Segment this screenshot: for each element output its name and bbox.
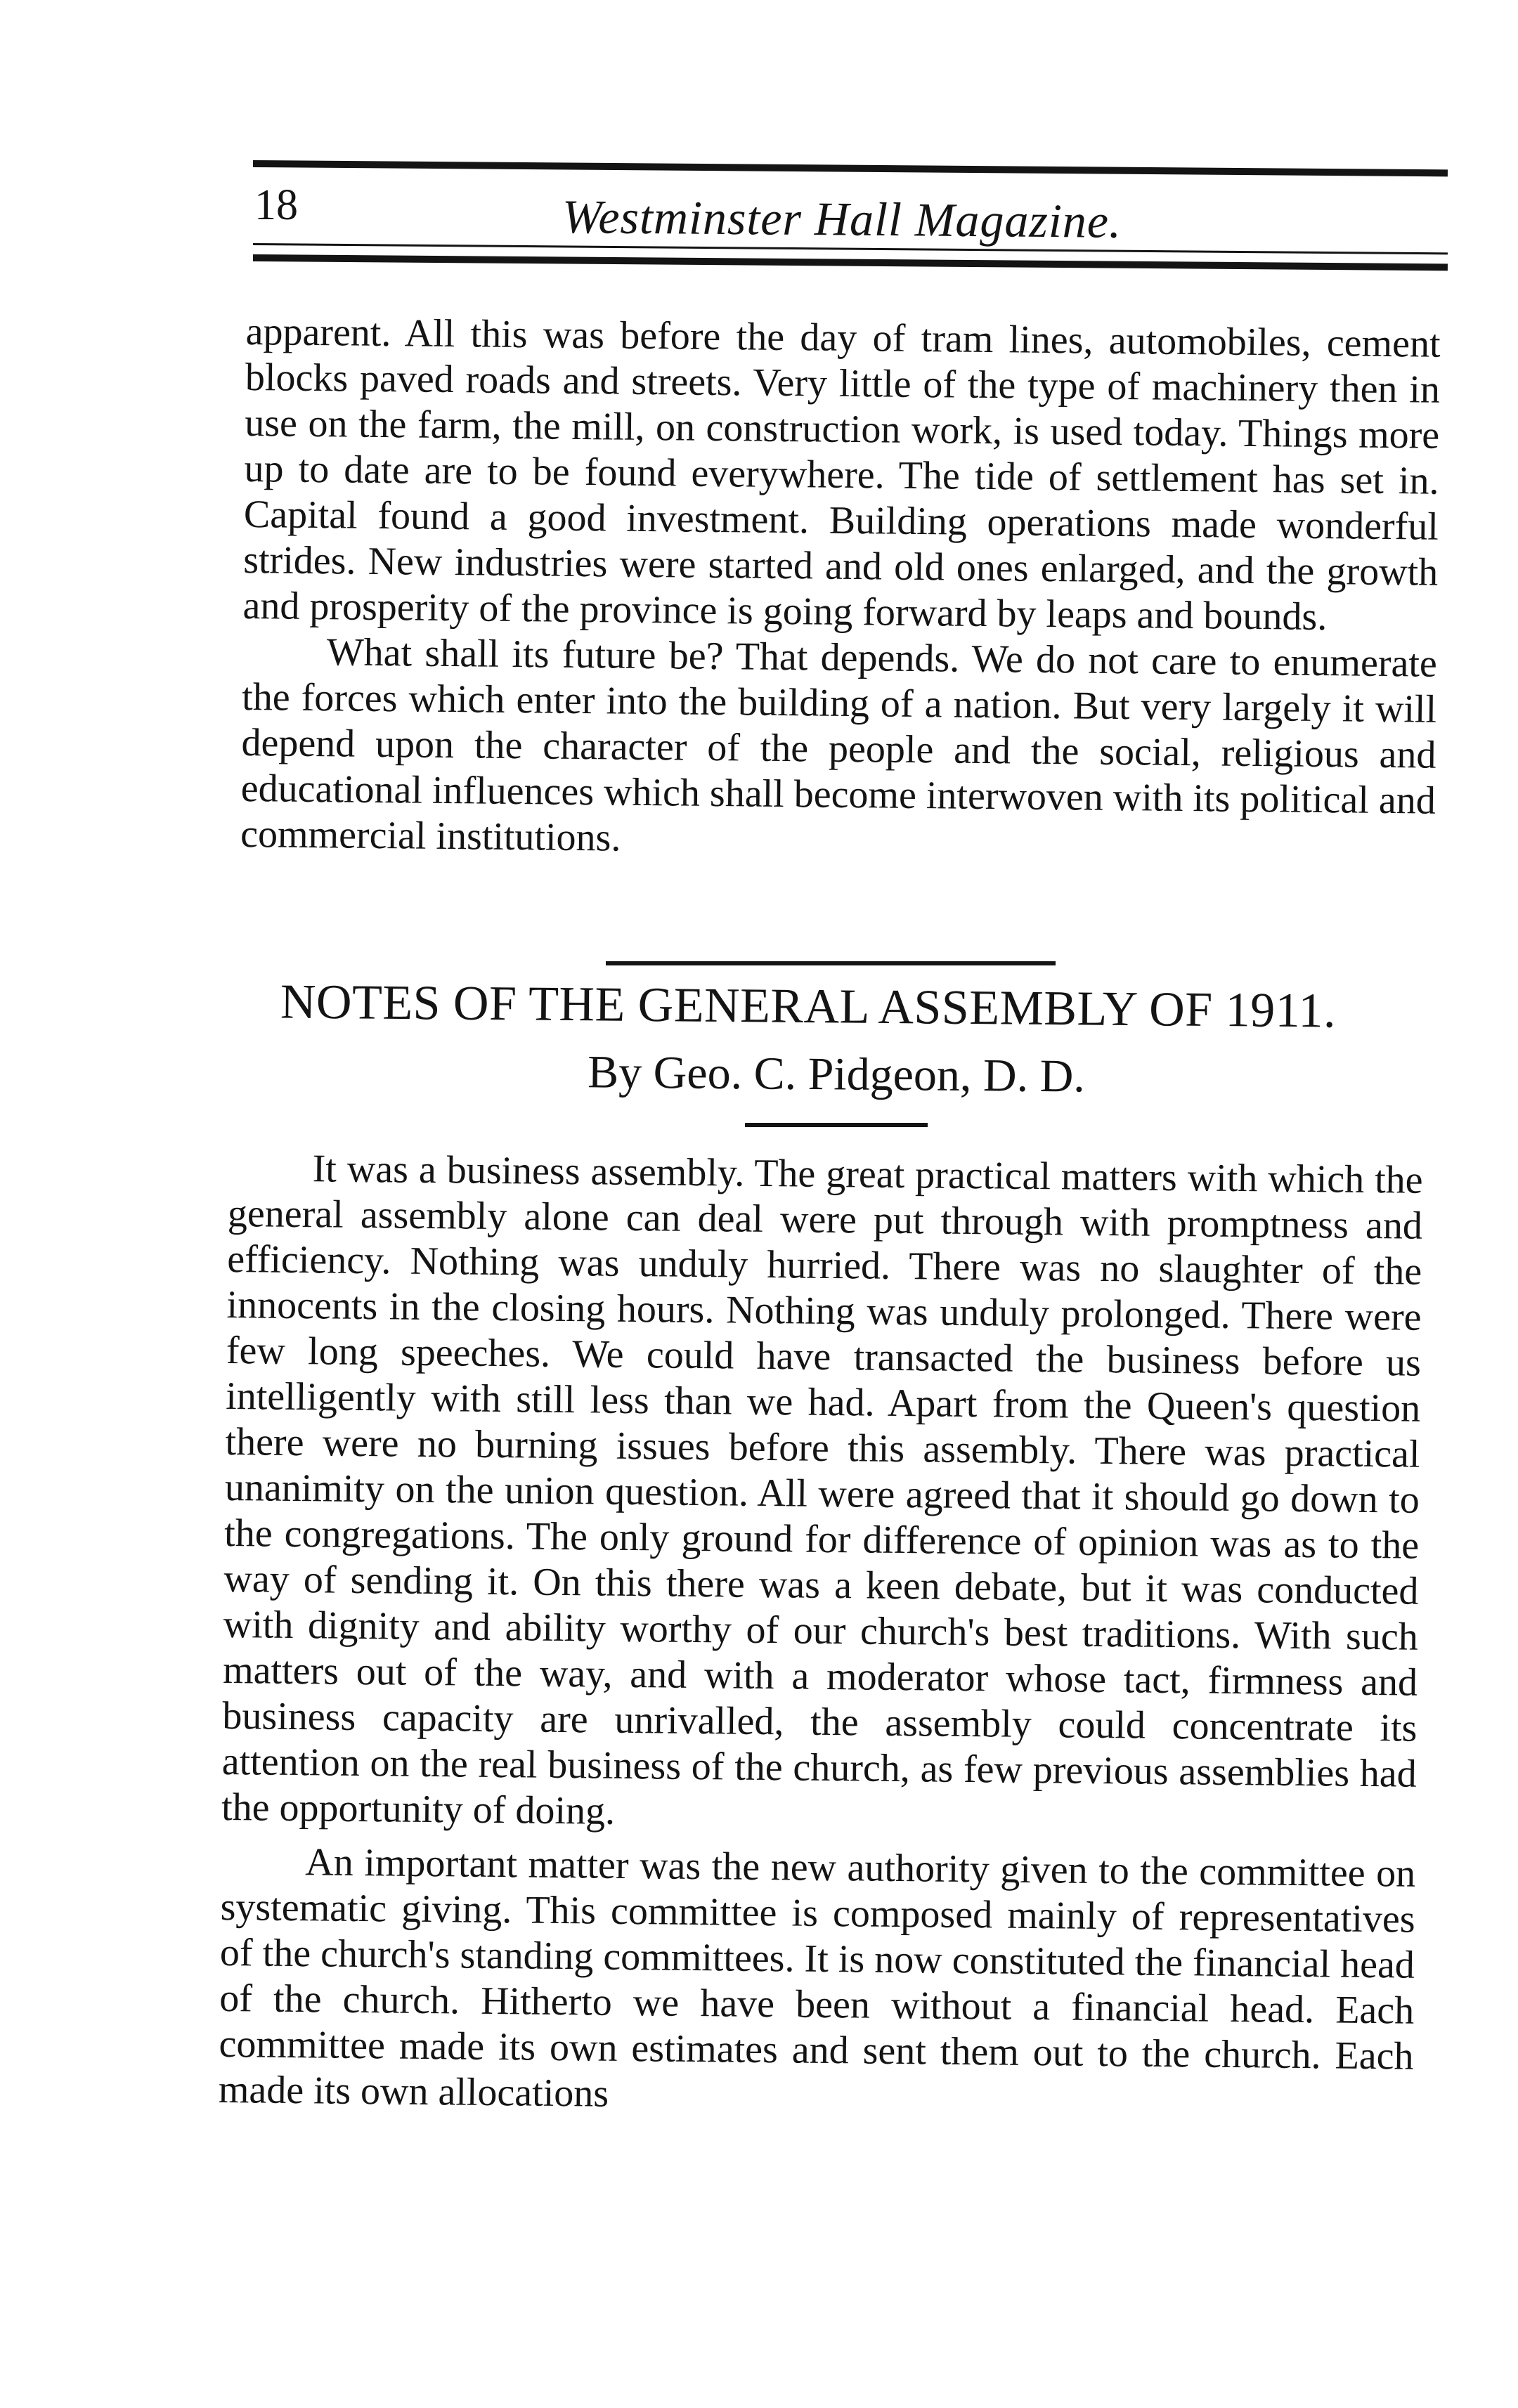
- article-body: [219, 1145, 1423, 2126]
- article-byline: By Geo. C. Pidgeon, D. D.: [587, 1046, 1086, 1102]
- page-number: 18: [254, 181, 298, 229]
- article-paragraph-2: An important matter was the new authority given to the committee on systematic giving. This committee is composed mainly of representatives of the church's standing committees. It is now constituted the financial head of the church. Hitherto we have been without a financial head. Each committee made its own estimates and sent them out to the church. Each made its own allocations: [218, 1840, 1416, 2116]
- article-title: NOTES OF THE GENERAL ASSEMBLY OF 1911.: [280, 975, 1337, 1039]
- section-separator: [606, 961, 1056, 965]
- article-paragraph-1: It was a business assembly. The great practical matters with which the general assembly alone can deal were put through with promptness and efficiency. Nothing was unduly hurried. There was no slaughter of the innocents in the closing hours. Nothing was unduly prolonged. There were few long speeches. We could have transacted the business before us intelligently with still less than we had. Apart from the Queen's question there were no burning issues before this assembly. There was practical unanimity on the union question. All were agreed that it should go down to the congregations. The only ground for difference of opinion was as to the way of sending it. On this there was a keen debate, but it was conducted with dignity and ability worthy of our church's best traditions. With such matters out of the way, and with a moderator whose tact, firmness and business capacity are unrivalled, the assembly could concentrate its attention on the real business of the church, as few previous assemblies had the opportunity of doing.: [221, 1147, 1423, 1833]
- header-rule-top: [253, 160, 1448, 176]
- header-rule-bottom: [253, 254, 1448, 271]
- running-title: Westminster Hall Magazine.: [562, 190, 1122, 248]
- byline-separator: [745, 1123, 928, 1127]
- continued-paragraph-2: What shall its future be? That depends. We do not care to enumerate the forces which enter into the building of a nation. But very largely it will depend upon the character of the people and the social, religious and educational influences which shall become interwoven with its political and commercial institutions.: [240, 630, 1438, 860]
- continued-text: [240, 309, 1441, 870]
- continued-paragraph-1: apparent. All this was before the day of tram lines, automobiles, cement blocks paved roads and streets. Very little of the type of machinery then in use on the farm, the mill, on construction work, is used today. Things more up to date are to be found everywhere. The tide of settlement has set in. Capital found a good investment. Building operations made wonderful strides. New industries were started and old ones enlarged, and the growth and prosperity of the province is going forward by leaps and bounds.: [242, 309, 1441, 639]
